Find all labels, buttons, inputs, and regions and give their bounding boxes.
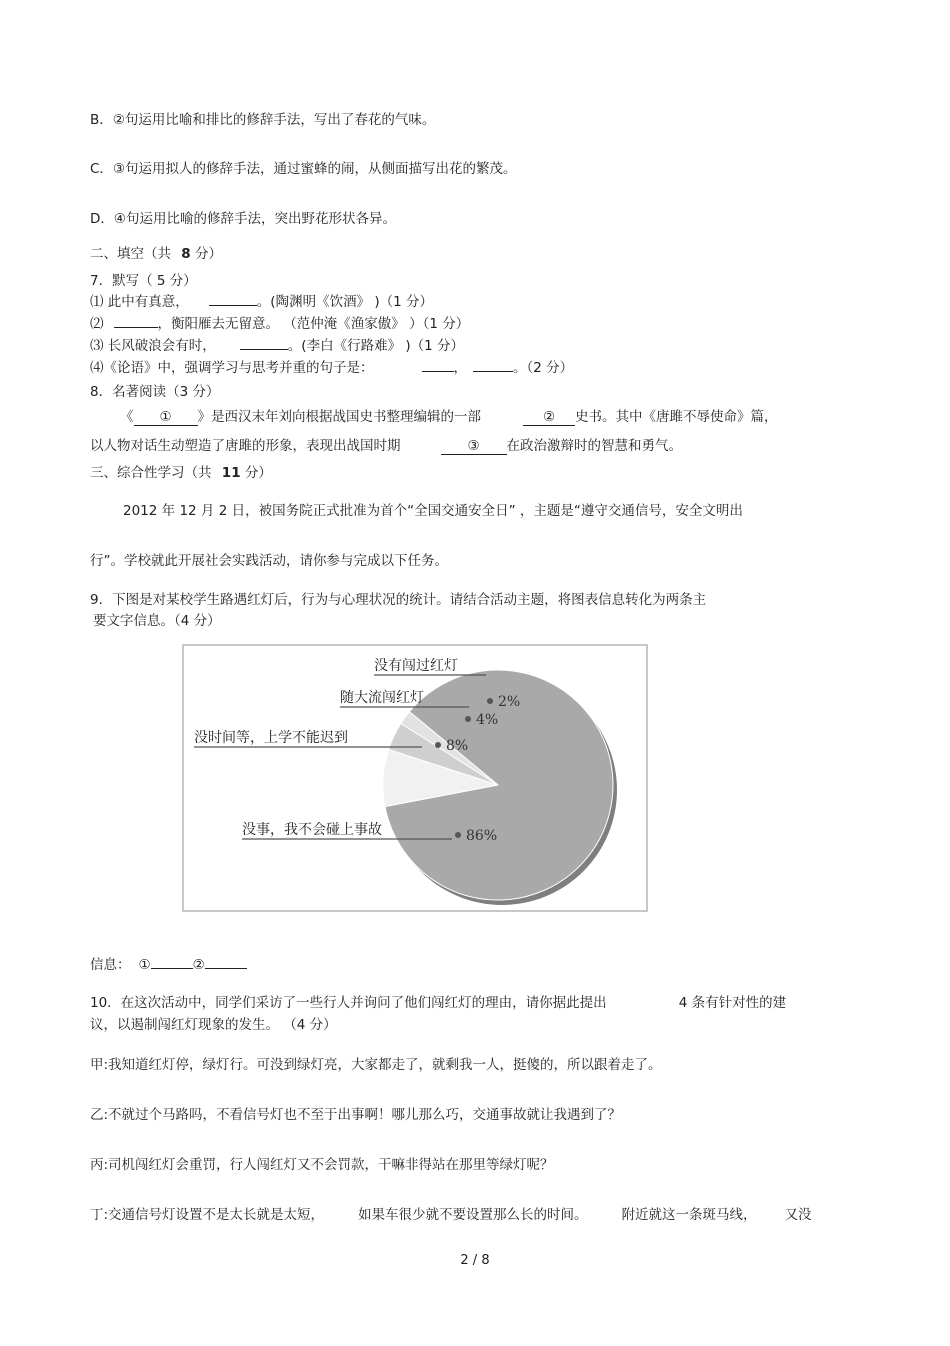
q8-l1-text-b: 》是西汉末年刘向根据战国史书整理编辑的一部	[197, 409, 481, 425]
slice-value-label: 4%	[476, 712, 499, 728]
q7-l4-blank-1[interactable]	[422, 371, 454, 372]
slice-value-label: 8%	[446, 738, 469, 754]
q8-line-2	[90, 437, 682, 455]
q10-line-2: 议，以遏制闯红灯现象的发生。 （4 分）	[90, 1017, 337, 1033]
q9-line-1: 9．下图是对某校学生路遇红灯后，行为与心理状况的统计。请结合活动主题，将图表信息转化为两条主	[90, 592, 707, 608]
section-2-heading	[90, 245, 222, 263]
q7-line-3	[90, 337, 464, 355]
q7-l4-text-a: ⑷《论语》中，强调学习与思考并重的句子是：	[90, 360, 374, 376]
slice-value-label: 2%	[498, 694, 521, 710]
section-3-heading	[90, 464, 272, 482]
pie-chart	[182, 644, 648, 912]
slice-label: 没时间等，上学不能迟到	[194, 730, 348, 746]
intro-line-2: 行”。学校就此开展社会实践活动，请你参与完成以下任务。	[90, 553, 448, 569]
q7-l4-text-c: 。（2 分）	[513, 360, 574, 376]
info-line	[90, 956, 247, 974]
info-marker-2: ②	[192, 957, 205, 973]
info-blank-1[interactable]	[151, 968, 193, 969]
response-ding	[90, 1206, 812, 1224]
q8-blank-1[interactable]: ①	[134, 409, 198, 426]
pie-chart-svg	[184, 646, 646, 910]
q7-l1-text-a: ⑴ 此中有真意，	[90, 294, 189, 310]
section-3-title-b: 分）	[244, 465, 272, 481]
option-b: B．②句运用比喻和排比的修辞手法，写出了春花的气味。	[90, 112, 436, 128]
q7-l2-text-a: ⑵	[90, 316, 104, 332]
section-2-title-b: 分）	[195, 246, 222, 262]
q7-l1-blank[interactable]	[209, 305, 257, 306]
q7-line-4	[90, 359, 573, 377]
q7-line-1	[90, 293, 433, 311]
q8-l1-text-c: 史书。其中《唐雎不辱使命》篇，	[575, 409, 778, 425]
response-ding-c: 附近就这一条斑马线，	[621, 1207, 757, 1223]
response-ding-a: 丁:交通信号灯设置不是太长就是太短，	[90, 1207, 325, 1223]
page-number: 2 / 8	[460, 1253, 490, 1268]
q7-line-2	[90, 315, 469, 333]
section-3-title-a: 三、综合性学习（共	[90, 465, 212, 481]
q7-l4-text-b: ，	[453, 360, 467, 376]
q8-blank-3[interactable]: ③	[441, 438, 507, 455]
response-ding-d: 又没	[784, 1207, 812, 1223]
intro-line-1: 2012 年 12 月 2 日，被国务院正式批准为首个“全国交通安全日” ，主题是“遵守交通信号，安全文明出	[123, 503, 743, 519]
q10-line-1	[90, 994, 786, 1012]
response-jia: 甲:我知道红灯停，绿灯行。可没到绿灯亮，大家都走了，就剩我一人，挺傻的，所以跟着走了。	[90, 1057, 662, 1073]
q8-line-1	[120, 408, 778, 426]
label-dot	[465, 716, 471, 722]
q8-blank-2[interactable]: ②	[523, 409, 575, 426]
slice-label: 随大流闯红灯	[340, 690, 424, 706]
slice-label: 没事，我不会碰上事故	[242, 822, 382, 838]
slice-value-label: 86%	[466, 828, 498, 844]
q7-l3-text-b: 。(李白《行路难》 )（1 分）	[287, 338, 465, 354]
info-marker-1: ①	[138, 957, 151, 973]
label-dot	[487, 698, 493, 704]
q10-l1-text-b: 4 条有针对性的建	[678, 995, 787, 1011]
q7-l2-blank[interactable]	[114, 327, 158, 328]
option-c: C．③句运用拟人的修辞手法，通过蜜蜂的闹，从侧面描写出花的繁茂。	[90, 161, 517, 177]
q7-l3-text-a: ⑶ 长风破浪会有时，	[90, 338, 216, 354]
section-3-points: 11	[221, 465, 241, 481]
section-2-points: 8	[181, 246, 191, 262]
q7-l1-text-b: 。(陶渊明《饮酒》 )（1 分）	[256, 294, 434, 310]
q9-line-2: 要文字信息。（4 分）	[93, 613, 221, 629]
option-d: D．④句运用比喻的修辞手法，突出野花形状各异。	[90, 211, 396, 227]
section-2-title-a: 二、填空（共	[90, 246, 171, 262]
response-yi: 乙:不就过个马路吗，不看信号灯也不至于出事啊！哪儿那么巧，交通事故就让我遇到了？	[90, 1107, 622, 1123]
q7-l3-blank[interactable]	[240, 349, 288, 350]
response-bing: 丙:司机闯红灯会重罚，行人闯红灯又不会罚款，干嘛非得站在那里等绿灯呢？	[90, 1157, 554, 1173]
q7-l4-blank-2[interactable]	[473, 371, 513, 372]
q8-l2-text-b: 在政治激辩时的智慧和勇气。	[506, 438, 682, 454]
q7-title: 7．默写（ 5 分）	[90, 273, 197, 289]
label-dot	[455, 832, 461, 838]
q7-l2-text-b: ，衡阳雁去无留意。 （范仲淹《渔家傲》 ）（1 分）	[157, 316, 470, 332]
response-ding-b: 如果车很少就不要设置那么长的时间。	[358, 1207, 588, 1223]
info-blank-2[interactable]	[205, 968, 247, 969]
slice-label: 没有闯过红灯	[374, 658, 458, 674]
q8-l2-text-a: 以人物对话生动塑造了唐雎的形象，表现出战国时期	[90, 438, 401, 454]
q8-l1-text-a: 《	[120, 409, 134, 425]
q8-title: 8．名著阅读（3 分）	[90, 384, 220, 400]
info-label: 信息：	[90, 957, 131, 973]
label-dot	[435, 742, 441, 748]
q10-l1-text-a: 10．在这次活动中，同学们采访了一些行人并询问了他们闯红灯的理由，请你据此提出	[90, 995, 607, 1011]
